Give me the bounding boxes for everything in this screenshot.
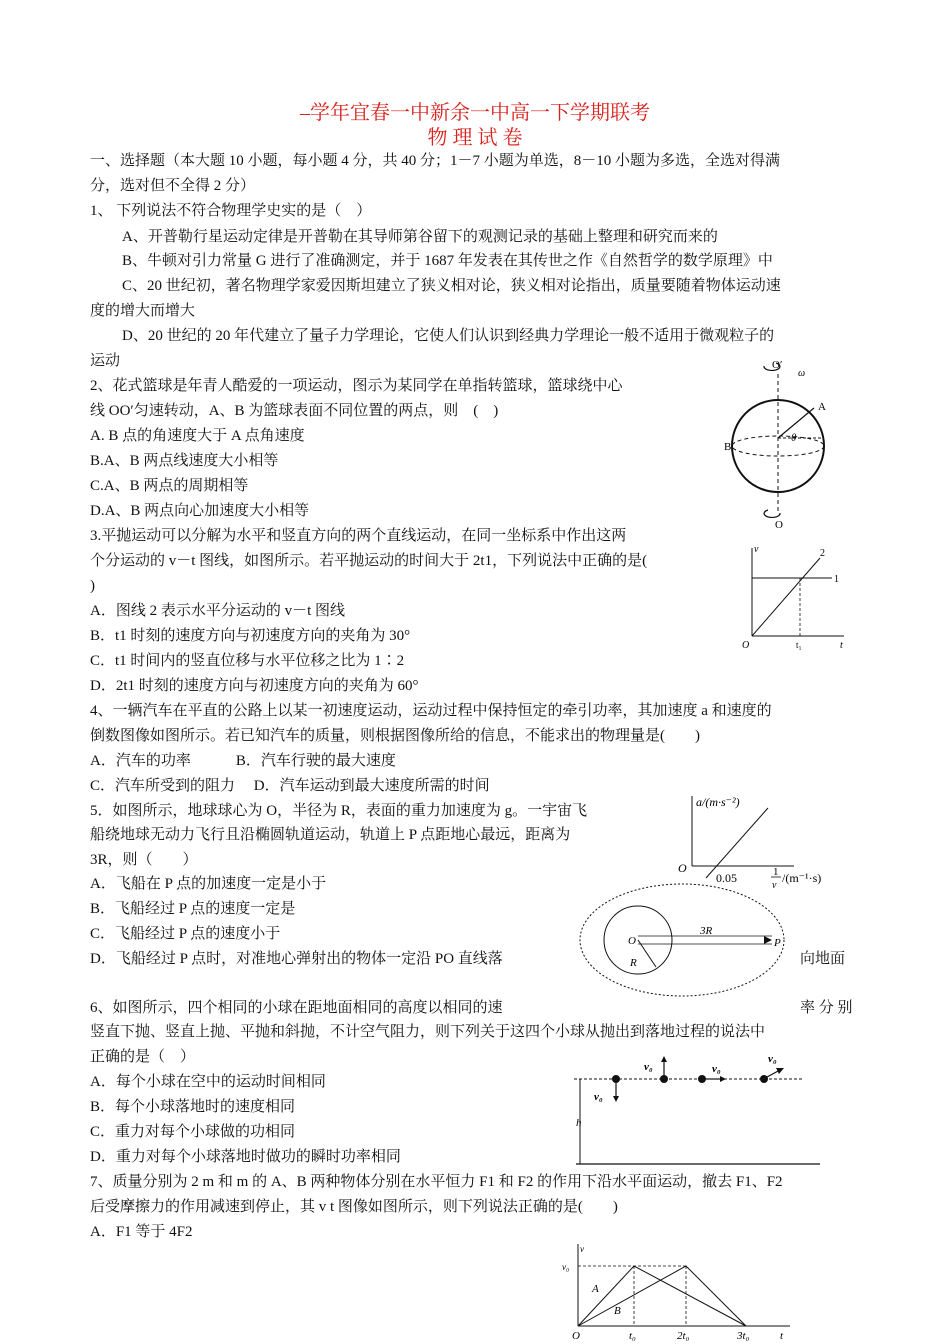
q5-option-b: B．飞船经过 P 点的速度一定是 bbox=[90, 901, 296, 917]
v0-label-horizontal: v₀ bbox=[712, 1063, 721, 1075]
q1-option-c: C、20 世纪初，著名物理学家爱因斯坦建立了狭义相对论，狭义相对论指出，质量要随着物体运动速 bbox=[122, 278, 781, 294]
label-3r: 3R bbox=[700, 925, 713, 937]
q2-stem-cont: 线 OO′匀速转动，A、B 为篮球表面不同位置的两点，则 ( ) bbox=[90, 403, 499, 419]
q5-stem: 5．如图所示，地球球心为 O，半径为 R，表面的重力加速度为 g。一宇宙飞 bbox=[90, 803, 588, 819]
q4-options-cd: C．汽车所受到的阻力 D．汽车运动到最大速度所需的时间 bbox=[90, 778, 490, 794]
q6-option-c: C．重力对每个小球做的功相同 bbox=[90, 1124, 296, 1140]
q4-stem-cont: 倒数图像如图所示。若已知汽车的质量，则根据图像所给的信息，不能求出的物理量是( ) bbox=[90, 728, 700, 744]
axis-t-label: t bbox=[840, 640, 843, 651]
q5-stem-cont: 船绕地球无动力飞行且沿椭圆轨道运动，轨道上 P 点距地心最远，距离为 bbox=[90, 827, 571, 843]
q2-option-d: D.A、B 两点向心加速度大小相等 bbox=[90, 503, 310, 519]
origin-label: O bbox=[742, 640, 750, 651]
q6-option-a: A．每个小球在空中的运动时间相同 bbox=[90, 1074, 326, 1090]
q4-options-ab: A．汽车的功率 B．汽车行驶的最大速度 bbox=[90, 753, 396, 769]
q3-stem: 3.平抛运动可以分解为水平和竖直方向的两个直线运动，在同一坐标系中作出这两 bbox=[90, 528, 627, 544]
line-1-label: 1 bbox=[834, 574, 839, 585]
3t0-label: 3t₀ bbox=[737, 1330, 750, 1342]
v0-label-oblique: v₀ bbox=[768, 1053, 777, 1065]
axis-v-label: v bbox=[754, 544, 759, 555]
q6-stem-right: 率 分 别 bbox=[800, 1000, 853, 1016]
q1-option-c-cont: 度的增大而增大 bbox=[90, 303, 196, 319]
line-a-label: A bbox=[592, 1283, 599, 1295]
label-theta: θ bbox=[791, 432, 797, 444]
q5-option-d-cont: 向地面 bbox=[800, 951, 846, 967]
q2-option-a: A. B 点的角速度大于 A 点角速度 bbox=[90, 428, 305, 444]
q5-option-c: C．飞船经过 P 点的速度小于 bbox=[90, 926, 281, 942]
q3-option-b: B．t1 时刻的速度方向与初速度方向的夹角为 30° bbox=[90, 628, 411, 644]
q5-stem-end: 3R，则（ ） bbox=[90, 852, 198, 868]
q6-option-d: D．重力对每个小球落地时做功的瞬时功率相同 bbox=[90, 1149, 401, 1165]
label-r: R bbox=[630, 957, 637, 969]
v0-label-up: v₀ bbox=[644, 1061, 653, 1073]
q3-stem-end: ) bbox=[90, 578, 95, 594]
q2-option-b: B.A、B 两点线速度大小相等 bbox=[90, 453, 279, 469]
label-o: O bbox=[775, 519, 783, 530]
orbit-figure bbox=[576, 880, 792, 1000]
axis-x-denominator: v bbox=[772, 880, 777, 890]
t1-label: t₁ bbox=[796, 640, 802, 650]
q3-option-c: C．t1 时间内的竖直位移与水平位移之比为 1∶2 bbox=[90, 653, 405, 669]
axis-v-label: v bbox=[580, 1244, 584, 1254]
q2-stem: 2、花式篮球是年青人酷爱的一项运动，图示为某同学在单指转篮球，篮球绕中心 bbox=[90, 378, 623, 394]
v0-label-down: v₀ bbox=[594, 1091, 603, 1103]
label-p: P bbox=[774, 937, 781, 949]
q4-stem: 4、一辆汽车在平直的公路上以某一初速度运动，运动过程中保持恒定的牵引功率，其加速度 a 和速度的 bbox=[90, 703, 772, 719]
vt-graph-figure bbox=[740, 540, 852, 652]
projectile-figure bbox=[570, 1052, 826, 1168]
x-intercept-label: 0.05 bbox=[716, 871, 737, 885]
q3-stem-cont: 个分运动的 v－t 图线，如图所示。若平抛运动的时间大于 2t1，下列说法中正确的是( bbox=[90, 553, 648, 569]
q2-option-c: C.A、B 两点的周期相等 bbox=[90, 478, 249, 494]
origin-label: O bbox=[572, 1330, 580, 1342]
q1-stem: 1、 下列说法不符合物理学史实的是（ ） bbox=[90, 203, 372, 219]
q3-option-a: A．图线 2 表示水平分运动的 v－t 图线 bbox=[90, 603, 346, 619]
q1-option-a: A、开普勒行星运动定律是开普勒在其导师第谷留下的观测记录的基础上整理和研究而来的 bbox=[122, 229, 718, 245]
label-point-a: A bbox=[818, 401, 826, 413]
a-inverse-v-graph-figure bbox=[672, 792, 840, 890]
axis-x-unit: /(m⁻¹·s) bbox=[782, 871, 822, 885]
q5-option-d: D．飞船经过 P 点时，对准地心弹射出的物体一定沿 PO 直线落 bbox=[90, 951, 503, 967]
q1-option-d-cont: 运动 bbox=[90, 353, 121, 369]
origin-label: O bbox=[678, 861, 687, 875]
section-instructions: 一、选择题（本大题 10 小题，每小题 4 分，共 40 分；1－7 小题为单选，8－10 小题为多选，全选对得满 bbox=[90, 153, 781, 169]
two-body-vt-figure bbox=[558, 1242, 794, 1344]
q7-stem: 7、质量分别为 2 m 和 m 的 A、B 两种物体分别在水平恒力 F1 和 F2 的作用下沿水平面运动，撤去 F1、F2 bbox=[90, 1174, 783, 1190]
exam-subtitle: 物 理 试 卷 bbox=[427, 127, 523, 149]
label-o-prime: O′ bbox=[772, 359, 783, 371]
q6-option-b: B．每个小球落地时的速度相同 bbox=[90, 1099, 296, 1115]
label-point-b: B bbox=[724, 441, 732, 453]
q1-option-d: D、20 世纪的 20 年代建立了量子力学理论，它使人们认识到经典力学理论一般不适用于微观粒子的 bbox=[122, 328, 775, 344]
label-o: O bbox=[628, 935, 636, 947]
axis-t-label: t bbox=[780, 1330, 784, 1342]
height-label: h bbox=[576, 1117, 582, 1129]
axis-a-label: a/(m·s⁻²) bbox=[696, 795, 740, 809]
t0-label: t₀ bbox=[629, 1330, 636, 1342]
q3-option-d: D．2t1 时刻的速度方向与初速度方向的夹角为 60° bbox=[90, 678, 419, 694]
q6-stem: 6、如图所示，四个相同的小球在距地面相同的高度以相同的速 bbox=[90, 1000, 503, 1016]
basketball-figure bbox=[718, 352, 838, 530]
line-2-label: 2 bbox=[820, 548, 825, 559]
q1-option-b: B、牛顿对引力常量 G 进行了准确测定，并于 1687 年发表在其传世之作《自然哲学的数学原理》中 bbox=[122, 253, 773, 269]
q7-stem-cont: 后受摩擦力的作用减速到停止，其 v t 图像如图所示，则下列说法正确的是( ) bbox=[90, 1199, 618, 1215]
q6-stem-end: 正确的是（ ） bbox=[90, 1049, 196, 1065]
section-instructions-cont: 分，选对但不全得 2 分） bbox=[90, 178, 256, 194]
v0-label: v₀ bbox=[562, 1262, 570, 1272]
axis-x-numerator: 1 bbox=[773, 866, 779, 878]
q5-option-a: A．飞船在 P 点的加速度一定是小于 bbox=[90, 876, 327, 892]
line-b-label: B bbox=[614, 1305, 621, 1317]
q6-stem-cont: 竖直下抛、竖直上抛、平抛和斜抛，不计空气阻力，则下列关于这四个小球从抛出到落地过程的说法中 bbox=[90, 1024, 766, 1040]
exam-title: –学年宜春一中新余一中高一下学期联考 bbox=[300, 102, 650, 124]
q7-option-a: A．F1 等于 4F2 bbox=[90, 1224, 193, 1240]
2t0-label: 2t₀ bbox=[677, 1330, 690, 1342]
label-omega: ω bbox=[798, 368, 806, 379]
